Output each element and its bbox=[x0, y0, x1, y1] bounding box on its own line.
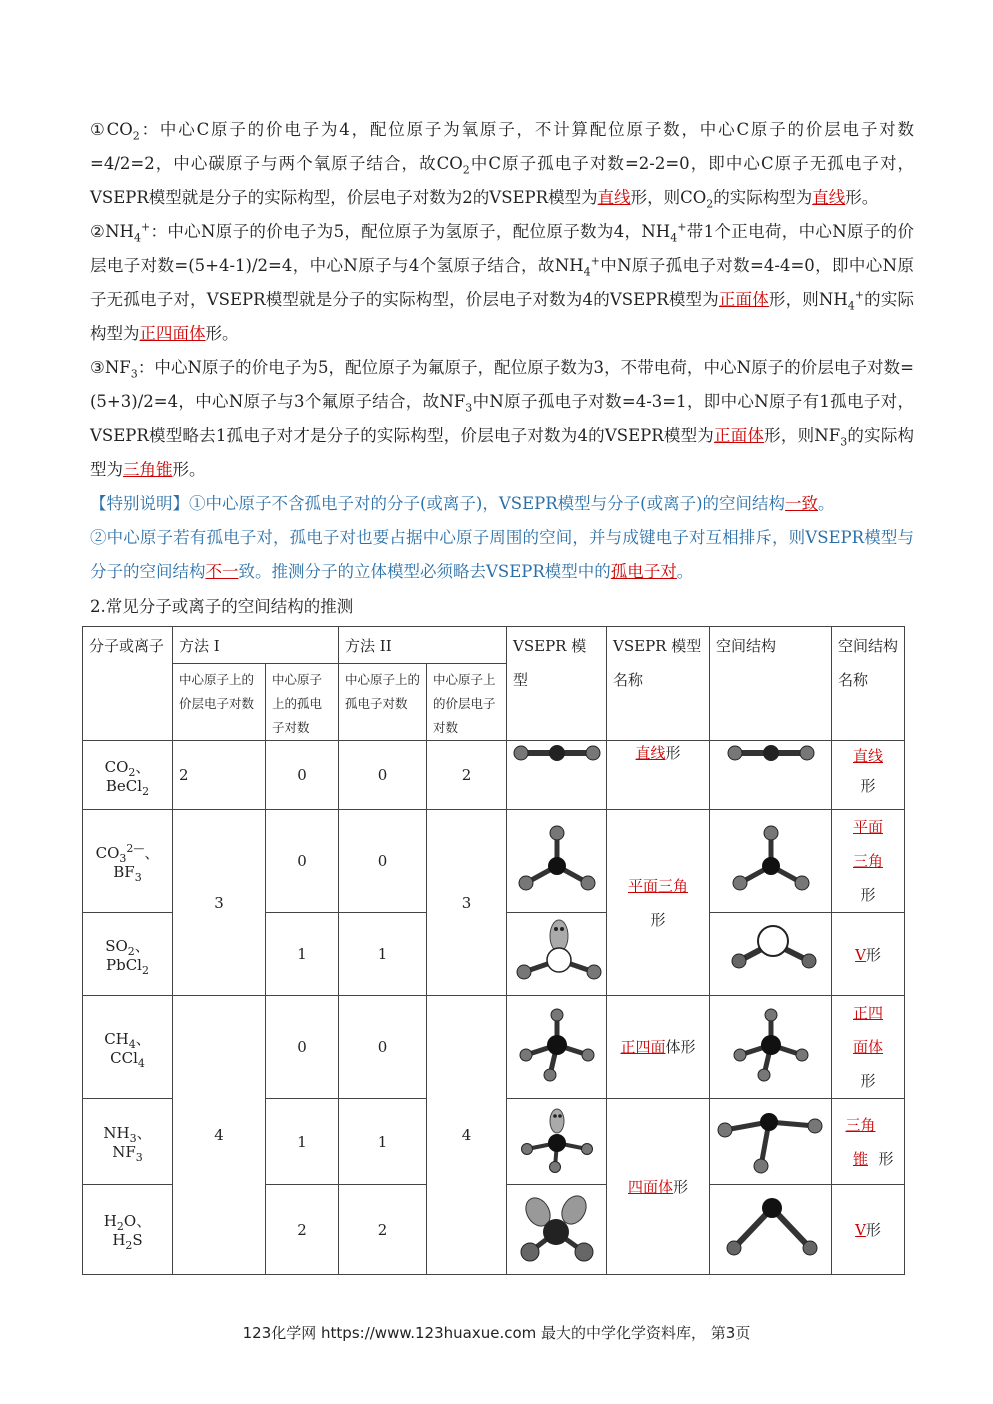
structure-name-cell: 正四面体 形 bbox=[832, 996, 905, 1099]
value-cell: 2 bbox=[427, 741, 507, 810]
special-note-2: ②中心原子若有孤电子对，孤电子对也要占据中心原子周围的空间，并与成键电子对互相排斥，则VSEPR模型与分子的空间结构不一致。推测分子的立体模型必须略去VSEPR模型中的孤电子对。 bbox=[90, 528, 914, 581]
v-shaped-structure-model bbox=[710, 1185, 832, 1275]
paragraph-nh4: $②NH_4^+$：中心N原子的价电子为5，配位原子为氢原子，配位原子数为4，$NH_4^+$带1个正电荷，中心N原子的价层电子对数=(5+4-1)/2=4，中心N原子与4个氢原子结合，故$NH_4^+$中N原子孤电子对数=4-4=0，即中心N原子无孤电子对，VSEPR模型就是分子的实际构型，价层电子对数为4的VSEPR模型为正面体形，则$NH_4^+$的实际构型为正四面体形。 bbox=[90, 220, 915, 343]
value-cell: 4 bbox=[427, 996, 507, 1275]
header-method-2: 方法 II bbox=[339, 627, 507, 664]
table-row bbox=[83, 810, 905, 913]
vsepr-name-cell: 平面三角 形 bbox=[607, 810, 710, 996]
value-cell: 0 bbox=[266, 741, 339, 810]
answer-blank: 三角锥 bbox=[123, 460, 173, 479]
value-cell: 3 bbox=[427, 810, 507, 996]
header-species: 分子或离子 bbox=[83, 627, 173, 741]
paragraph-co2: $①CO_2$：中心C原子的价电子为4，配位原子为氧原子，不计算配位原子数，中心C原子的价层电子对数=4/2=2，中心碳原子与两个氧原子结合，故$CO_2$中C原子孤电子对数=2-2=0，即中心C原子无孤电子对，VSEPR模型就是分子的实际构型，价层电子对数为2的VSEPR模型为直线形，则$CO_2$的实际构型为直线形。 bbox=[90, 120, 915, 211]
tetrahedral-two-lone-pairs-vsepr-model bbox=[507, 1185, 607, 1275]
value-cell: 1 bbox=[339, 913, 427, 996]
species-cell: $SO_2$、 PbCl$_2$ bbox=[83, 913, 173, 996]
answer-blank: 不一 bbox=[205, 562, 239, 581]
header-structure-name: 空间结构名称 bbox=[832, 627, 905, 741]
answer-blank: 一致 bbox=[785, 494, 819, 513]
trigonal-planar-structure-model bbox=[710, 810, 832, 913]
value-cell: 3 bbox=[173, 810, 266, 996]
header-m1-valence-pairs: 中心原子上的价层电子对数 bbox=[173, 664, 266, 741]
structure-name-cell: V形 bbox=[832, 1185, 905, 1275]
page-footer: 123化学网 https://www.123huaxue.com 最大的中学化学资料库， 第3页 bbox=[242, 1324, 751, 1342]
special-note-1: 【特别说明】①中心原子不含孤电子对的分子(或离子)，VSEPR模型与分子(或离子)的空间结构一致。 bbox=[90, 494, 835, 513]
header-m2-lone-pairs: 中心原子上的孤电子对数 bbox=[339, 664, 427, 741]
species-cell: $CO_2$、 BeCl$_2$ bbox=[83, 741, 173, 810]
header-structure: 空间结构 bbox=[710, 627, 832, 741]
header-m1-lone-pairs: 中心原子上的孤电子对数 bbox=[266, 664, 339, 741]
answer-blank: 正面体 bbox=[714, 426, 765, 445]
linear-vsepr-model bbox=[507, 741, 607, 810]
trigonal-pyramidal-structure-model bbox=[710, 1099, 832, 1185]
vsepr-name-cell: 正四面体形 bbox=[607, 996, 710, 1099]
answer-blank: 直线 bbox=[597, 188, 631, 207]
tetrahedral-vsepr-model bbox=[507, 996, 607, 1099]
structure-name-cell: 三角锥 形 bbox=[832, 1099, 905, 1185]
value-cell: 1 bbox=[266, 1099, 339, 1185]
value-cell: 0 bbox=[266, 996, 339, 1099]
answer-blank: 孤电子对 bbox=[610, 562, 677, 581]
value-cell: 2 bbox=[173, 741, 266, 810]
section-title: 2.常见分子或离子的空间结构的推测 bbox=[90, 597, 354, 616]
header-vsepr-model: VSEPR 模型 bbox=[507, 627, 607, 741]
answer-blank: 正面体 bbox=[718, 290, 769, 309]
header-m2-valence-pairs: 中心原子上的价层电子对数 bbox=[427, 664, 507, 741]
tetrahedral-one-lone-pair-vsepr-model bbox=[507, 1099, 607, 1185]
bent-lone-pair-vsepr-model bbox=[507, 913, 607, 996]
vsepr-name-cell: 四面体形 bbox=[607, 1099, 710, 1275]
value-cell: 0 bbox=[339, 810, 427, 913]
value-cell: 0 bbox=[339, 741, 427, 810]
structure-name-cell: V形 bbox=[832, 913, 905, 996]
linear-structure-model bbox=[710, 741, 832, 810]
species-cell: $CO_3^{2—}$、 $BF_3$ bbox=[83, 810, 173, 913]
structure-name-cell: 平面三角 形 bbox=[832, 810, 905, 913]
species-cell: $CH_4$、CCl$_4$ bbox=[83, 996, 173, 1099]
structure-name-cell: 直线 形 bbox=[832, 741, 905, 810]
molecule-structure-table bbox=[82, 626, 905, 1275]
value-cell: 4 bbox=[173, 996, 266, 1275]
value-cell: 2 bbox=[339, 1185, 427, 1275]
paragraph-nf3: $③NF_3$：中心N原子的价电子为5，配位原子为氟原子，配位原子数为3，不带电荷，中心N原子的价层电子对数=(5+3)/2=4，中心N原子与3个氟原子结合，故$NF_3$中N原子孤电子对数=4-3=1，即中心N原子有1孤电子对，VSEPR模型略去1孤电子对才是分子的实际构型，价层电子对数为4的VSEPR模型为正面体形，则$NF_3$的实际构型为三角锥形。 bbox=[90, 358, 915, 479]
value-cell: 1 bbox=[266, 913, 339, 996]
answer-blank: 直线 bbox=[812, 188, 846, 207]
trigonal-planar-vsepr-model bbox=[507, 810, 607, 913]
value-cell: 0 bbox=[266, 810, 339, 913]
table-row bbox=[83, 741, 905, 810]
bent-structure-model bbox=[710, 913, 832, 996]
vsepr-name-cell: 直线形 bbox=[607, 741, 710, 810]
species-cell: $NH_3$、$NF_3$ bbox=[83, 1099, 173, 1185]
value-cell: 1 bbox=[339, 1099, 427, 1185]
value-cell: 2 bbox=[266, 1185, 339, 1275]
answer-blank: 正四面体 bbox=[139, 324, 206, 343]
tetrahedral-structure-model bbox=[710, 996, 832, 1099]
value-cell: 0 bbox=[339, 996, 427, 1099]
species-cell: $H_2O$、$H_2S$ bbox=[83, 1185, 173, 1275]
header-method-1: 方法 I bbox=[173, 627, 339, 664]
table-row bbox=[83, 996, 905, 1099]
header-vsepr-name: VSEPR 模型名称 bbox=[607, 627, 710, 741]
